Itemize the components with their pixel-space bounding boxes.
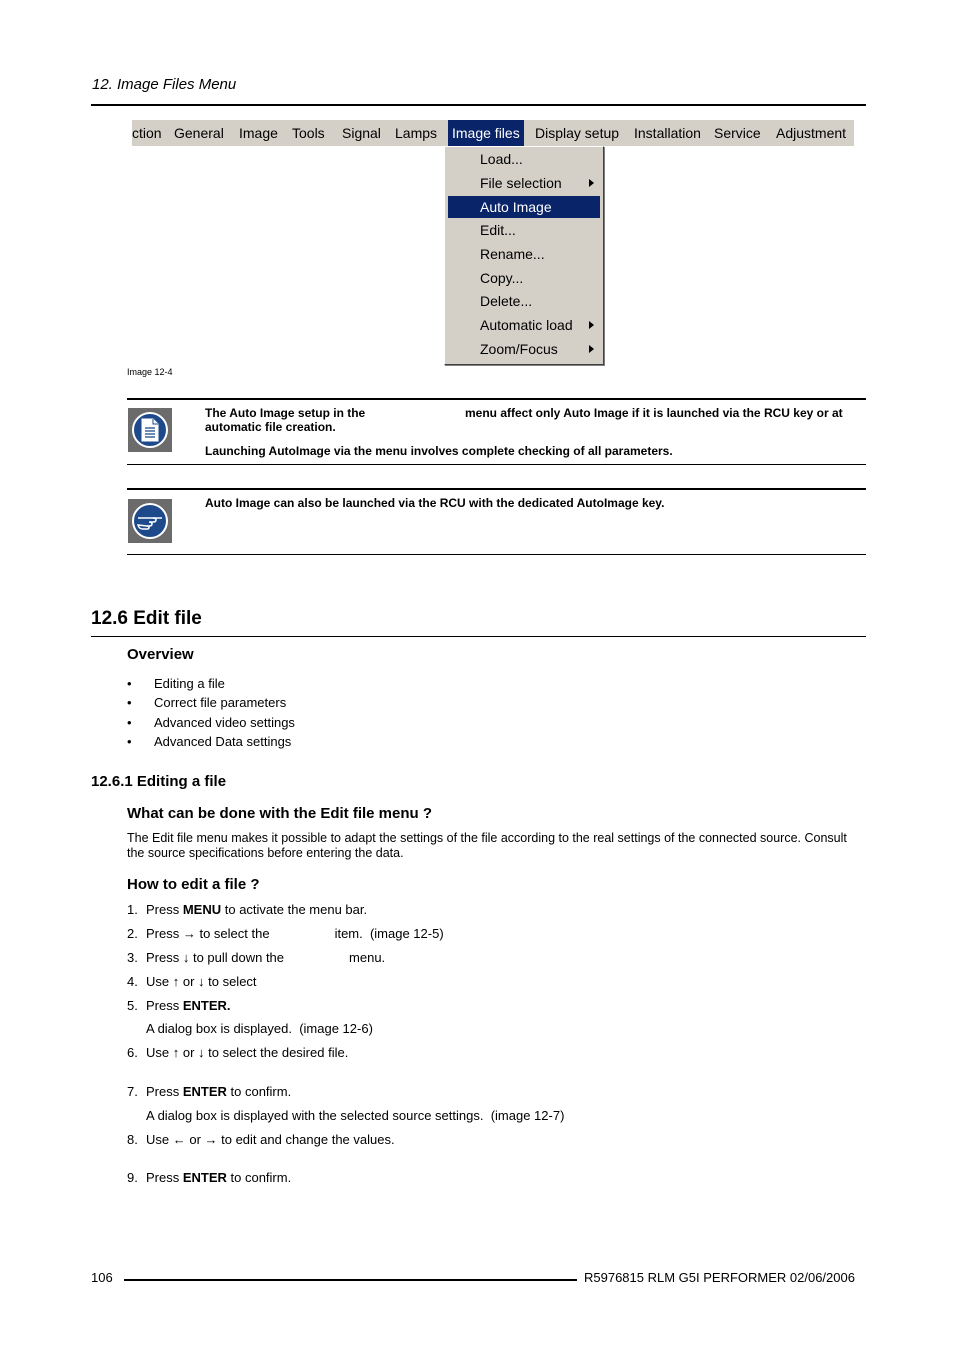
step-number: 3. (127, 950, 138, 965)
menu-item-image[interactable]: Image (239, 125, 278, 141)
page-number: 106 (91, 1270, 113, 1285)
menu-item-signal[interactable]: Signal (342, 125, 381, 141)
submenu-arrow-icon (589, 321, 594, 329)
menu-item-action[interactable]: ction (132, 125, 162, 141)
pointing-hand-icon (128, 499, 172, 543)
menu-item-installation[interactable]: Installation (634, 125, 701, 141)
step-number: 9. (127, 1170, 138, 1185)
step-7-note: A dialog box is displayed with the selected source settings. (image 12-7) (146, 1108, 565, 1123)
step-number: 1. (127, 902, 138, 917)
note1-line1b: menu affect only Auto Image if it is launched via the RCU key or at (465, 406, 843, 420)
image-files-dropdown (444, 146, 604, 365)
dropdown-item-load[interactable]: Load... (480, 151, 523, 167)
document-id: R5976815 RLM G5I PERFORMER 02/06/2006 (584, 1270, 855, 1285)
step-number: 7. (127, 1084, 138, 1099)
overview-item: Advanced Data settings (154, 734, 292, 749)
bullet-marker: • (127, 715, 132, 730)
image-caption: Image 12-4 (127, 367, 173, 377)
step-6-text: Use ↑ or ↓ to select the desired file. (146, 1045, 349, 1060)
overview-item: Correct file parameters (154, 695, 287, 710)
menu-item-adjustment[interactable]: Adjustment (776, 125, 847, 141)
dropdown-item-rename[interactable]: Rename... (480, 246, 545, 262)
step-5-note: A dialog box is displayed. (image 12-6) (146, 1021, 373, 1036)
dropdown-item-auto-image[interactable]: Auto Image (448, 196, 600, 218)
dropdown-item-edit[interactable]: Edit... (480, 222, 516, 238)
submenu-arrow-icon (589, 179, 594, 187)
section-title: 12.6 Edit file (91, 608, 202, 629)
how-heading: How to edit a file ? (127, 876, 260, 893)
overview-item: Advanced video settings (154, 715, 295, 730)
menu-item-general[interactable]: General (174, 125, 224, 141)
note2-top-rule (127, 488, 866, 490)
dropdown-item-delete[interactable]: Delete... (480, 293, 533, 309)
what-heading: What can be done with the Edit file menu ? (127, 805, 433, 822)
menu-item-tools[interactable]: Tools (292, 125, 325, 141)
note1-line3: Launching AutoImage via the menu involves complete checking of all parameters. (205, 444, 673, 458)
step-number: 2. (127, 926, 138, 941)
bullet-marker: • (127, 734, 132, 749)
step-5-text: Press ENTER. (146, 998, 231, 1013)
subsection-title: 12.6.1 Editing a file (91, 773, 227, 790)
dropdown-item-zoom-focus[interactable]: Zoom/Focus (448, 338, 600, 360)
bullet-marker: • (127, 676, 132, 691)
what-text-line1: The Edit file menu makes it possible to adapt the settings of the file according to the real settings of the connected source. Consult (127, 831, 847, 845)
menu-item-image-files[interactable]: Image files (448, 120, 524, 146)
step-number: 6. (127, 1045, 138, 1060)
step-number: 5. (127, 998, 138, 1013)
note2-text: Auto Image can also be launched via the RCU with the dedicated AutoImage key. (205, 496, 665, 510)
dropdown-item-file-selection[interactable]: File selection (448, 172, 600, 194)
step-number: 8. (127, 1132, 138, 1147)
step-4-text: Use ↑ or ↓ to select (146, 974, 257, 989)
note1-top-rule (127, 398, 866, 400)
overview-item: Editing a file (154, 676, 225, 691)
step-9-text: Press ENTER to confirm. (146, 1170, 292, 1185)
dropdown-item-automatic-load[interactable]: Automatic load (448, 314, 600, 336)
submenu-arrow-icon (589, 345, 594, 353)
step-3-text: Press ↓ to pull down the menu. (146, 950, 386, 965)
menu-item-display-setup[interactable]: Display setup (535, 125, 620, 141)
step-8-text: Use ← or → to edit and change the values. (146, 1132, 395, 1147)
menu-item-lamps[interactable]: Lamps (395, 125, 438, 141)
step-1-text: Press MENU to activate the menu bar. (146, 902, 368, 917)
header-rule (91, 104, 866, 106)
overview-heading: Overview (127, 646, 194, 663)
step-7-text: Press ENTER to confirm. (146, 1084, 292, 1099)
menu-bar (132, 120, 854, 146)
footer-rule (124, 1279, 577, 1281)
what-text-line2: the source specifications before entering the data. (127, 846, 404, 860)
running-header: 12. Image Files Menu (92, 76, 237, 93)
step-2-text: Press → to select the item. (image 12-5) (146, 926, 444, 941)
document-note-icon (128, 408, 172, 452)
note2-bottom-rule (127, 554, 866, 555)
bullet-marker: • (127, 695, 132, 710)
dropdown-item-copy[interactable]: Copy... (480, 270, 524, 286)
step-number: 4. (127, 974, 138, 989)
note1-line2: automatic file creation. (205, 420, 336, 434)
note1-bottom-rule (127, 464, 866, 465)
menu-item-service[interactable]: Service (714, 125, 761, 141)
note1-line1a: The Auto Image setup in the (205, 406, 366, 420)
section-rule (91, 636, 866, 637)
